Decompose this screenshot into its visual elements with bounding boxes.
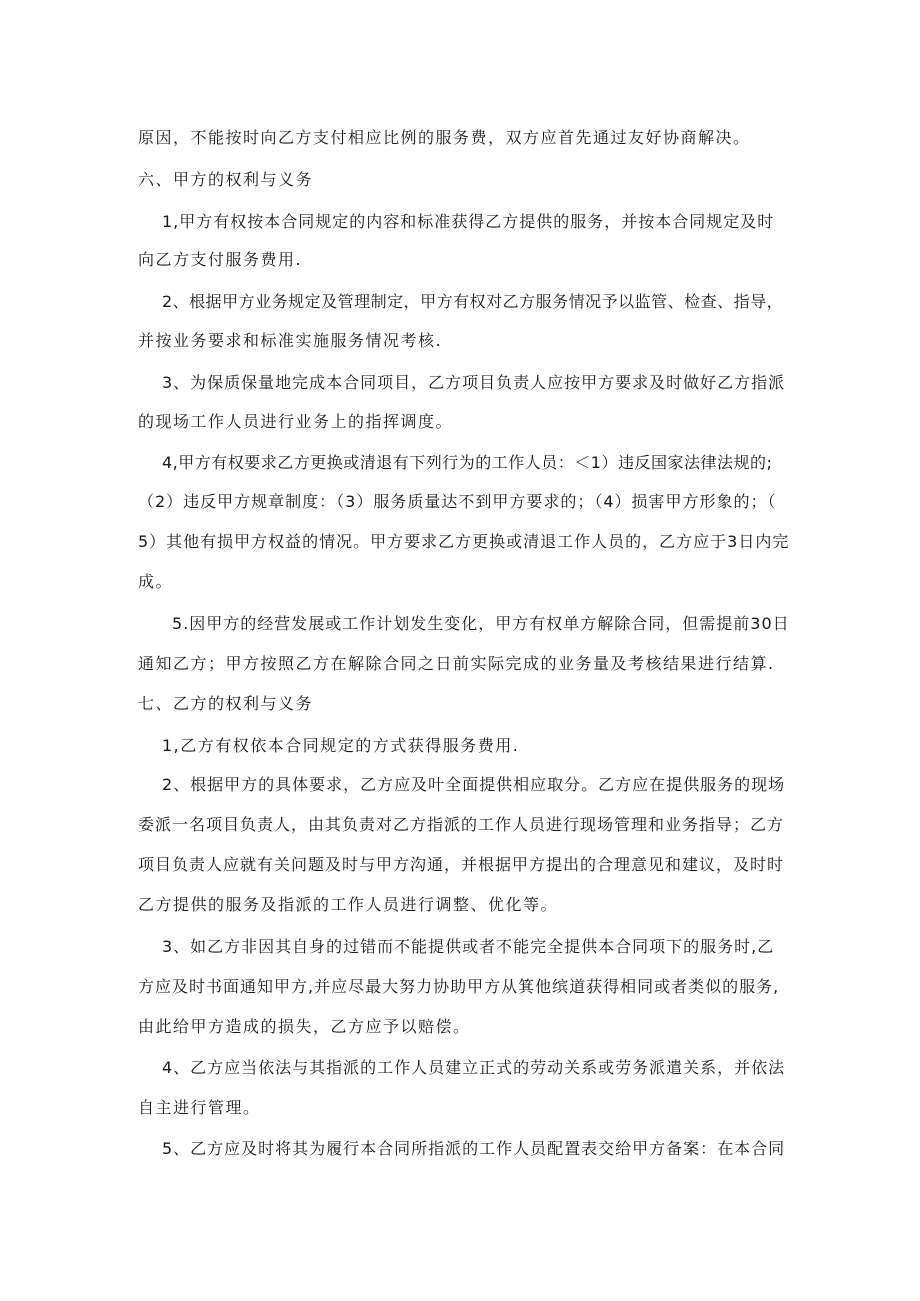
- text-line: 原因，不能按时向乙方支付相应比例的服务费，双方应首先通过友好协商解决。: [138, 128, 751, 147]
- text-line: 并按业务要求和标准实施服务情况考核.: [138, 331, 443, 350]
- text-line: 由此给甲方造成的损失，乙方应予以赔偿。: [138, 1017, 471, 1036]
- text-line: 项目负责人应就有关问题及时与甲方沟通，并根据甲方提出的合理意见和建议，及时时: [138, 855, 785, 874]
- text-line: 的现场工作人员进行业务上的指挥调度。: [138, 412, 454, 431]
- text-line: 2、根据甲方的具体要求，乙方应及叶全面提供相应取分。乙方应在提供服务的现场: [162, 775, 786, 794]
- text-line: 5.因甲方的经营发展或工作计划发生变化，甲方有权单方解除合同，但需提前30日: [172, 614, 790, 633]
- text-line: 3、如乙方非因其自身的过错而不能提供或者不能完全提供本合同项下的服务时,乙: [162, 937, 775, 956]
- text-line: 通知乙方；甲方按照乙方在解除合同之日前实际完成的业务量及考核结果进行结算.: [138, 654, 775, 673]
- text-line: 乙方提供的服务及指派的工作人员进行调整、优化等。: [138, 895, 559, 914]
- text-line: 4、乙方应当依法与其指派的工作人员建立正式的劳动关系或劳务派遣关系，并依法: [162, 1058, 786, 1077]
- text-line: 委派一名项目负责人，由其负责对乙方指派的工作人员进行现场管理和业务指导；乙方: [138, 815, 785, 834]
- text-line: 1,乙方有权依本合同规定的方式获得服务费用.: [162, 736, 520, 755]
- section-heading-party-b: 七、乙方的权利与义务: [138, 694, 314, 713]
- text-line: 自主进行管理。: [138, 1098, 261, 1117]
- text-line: 4,甲方有权要求乙方更换或清退有下列行为的工作人员：＜1）违反国家法律法规的;: [162, 453, 773, 472]
- section-heading-party-a: 六、甲方的权利与义务: [138, 170, 314, 189]
- text-line: 3、为保质保量地完成本合同项目，乙方项目负责人应按甲方要求及时做好乙方指派: [162, 373, 786, 392]
- text-line: 方应及时书面通知甲方,并应尽最大努力协助甲方从箕他缤道获得相同或者类似的服务,: [138, 977, 780, 996]
- text-line: （2）违反甲方规章制度：（3）服务质量达不到甲方要求的；（4）损害甲方形象的；（: [138, 492, 777, 511]
- text-line: 成。: [138, 572, 174, 591]
- text-line: 2、根据甲方业务规定及管理制定，甲方有权对乙方服务情况予以监管、检查、指导，: [162, 292, 784, 311]
- text-line: 5、乙方应及时将其为履行本合同所指派的工作人员配置表交给甲方备案：在本合同: [162, 1139, 786, 1158]
- text-line: 向乙方支付服务费用.: [138, 250, 303, 269]
- text-line: 5）其他有损甲方权益的情况。甲方要求乙方更换或清退工作人员的，乙方应于3日内完: [138, 532, 790, 551]
- text-line: 1,甲方有权按本合同规定的内容和标准获得乙方提供的服务，并按本合同规定及时: [162, 212, 775, 231]
